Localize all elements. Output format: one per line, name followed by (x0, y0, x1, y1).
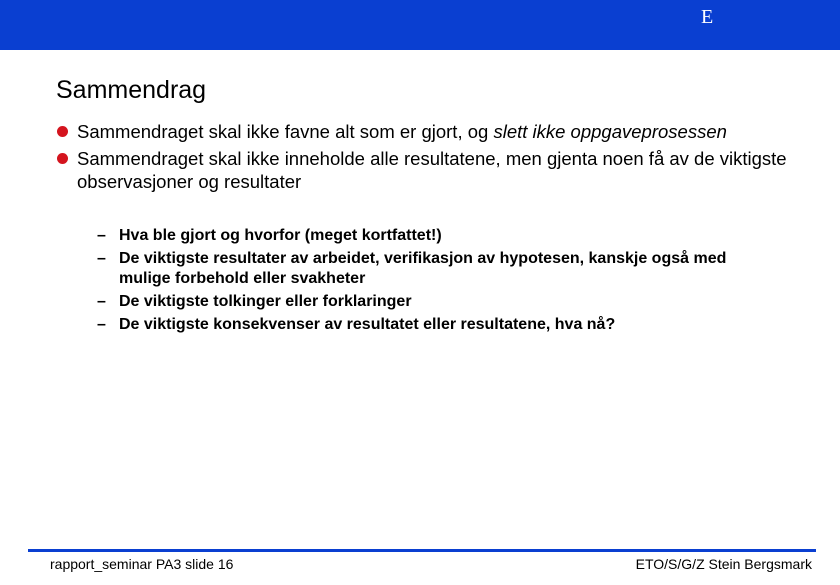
bullet-dot-icon (57, 153, 68, 164)
sub-bullet-text: De viktigste resultater av arbeidet, verifikasjon av hypotesen, kanskje også med mulige forbehold eller svakheter (119, 250, 727, 287)
bullet-dot-icon (57, 126, 68, 137)
logo-letter: E (701, 6, 714, 28)
header-bar (0, 0, 840, 50)
sub-bullet-item (97, 292, 737, 312)
footer-author: ETO/S/G/Z Stein Bergsmark (635, 556, 812, 572)
footer-slide-info: rapport_seminar PA3 slide 16 (50, 556, 234, 572)
sub-bullet-text: De viktigste konsekvenser av resultatet eller resultatene, hva nå? (119, 316, 616, 333)
dash-icon: – (97, 316, 106, 333)
sub-bullet-item (97, 226, 737, 246)
bullet-text: Sammendraget skal ikke inneholde alle resultatene, men gjenta noen få av de viktigste observasjoner og resultater (77, 148, 787, 192)
bullet-item (56, 120, 796, 143)
sub-bullet-item (97, 315, 737, 335)
bullet-list (56, 120, 796, 197)
bullet-text: Sammendraget skal ikke favne alt som er gjort, og (77, 121, 494, 142)
bullet-item (56, 147, 796, 193)
bullet-text-italic: slett ikke oppgaveprosessen (493, 121, 727, 142)
dash-icon: – (97, 293, 106, 310)
sub-bullet-item (97, 249, 737, 289)
sub-bullet-text: De viktigste tolkinger eller forklaringer (119, 293, 412, 310)
dash-icon: – (97, 227, 106, 244)
sub-bullet-text: Hva ble gjort og hvorfor (meget kortfattet!) (119, 227, 442, 244)
slide-title: Sammendrag (56, 76, 207, 104)
footer-divider (28, 549, 816, 552)
sub-bullet-list (97, 226, 737, 338)
dash-icon: – (97, 250, 106, 267)
